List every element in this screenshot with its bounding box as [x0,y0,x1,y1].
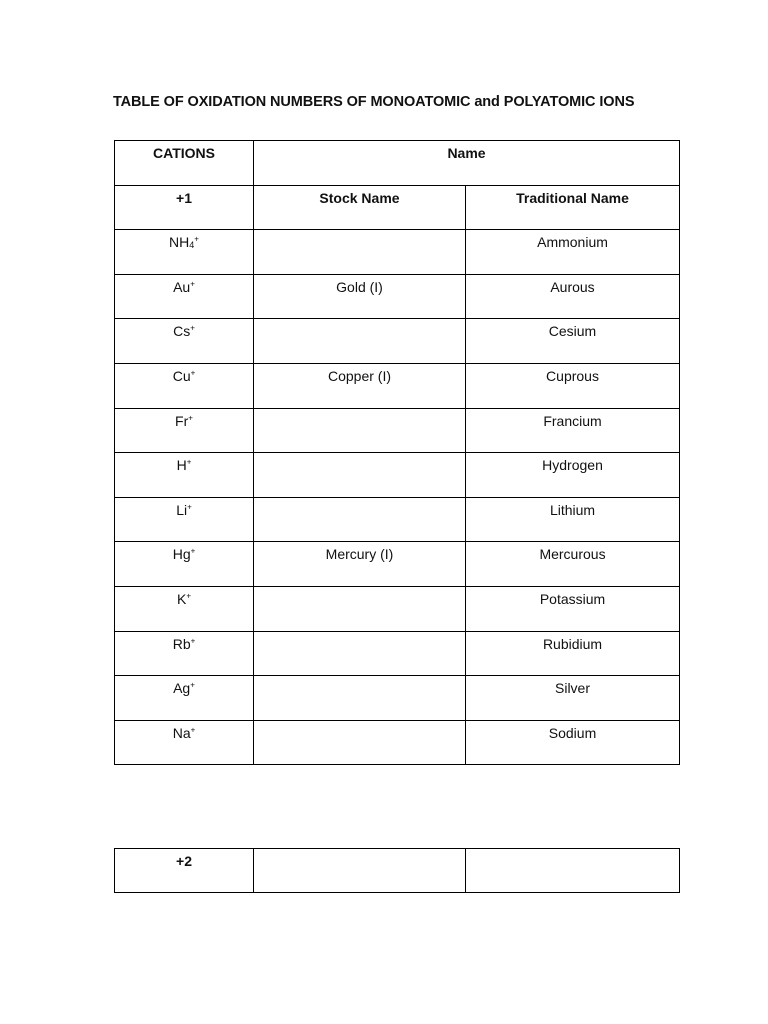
traditional-name-cell: Aurous [466,274,680,319]
cations-header: CATIONS [115,141,254,186]
stock-name-cell: Mercury (I) [254,542,466,587]
ion-formula-cell [115,319,254,364]
ion-charge: + [186,591,191,601]
traditional-name-cell: Lithium [466,497,680,542]
ion-charge: + [188,412,193,422]
ion-formula-cell [115,274,254,319]
ion-formula-cell [115,542,254,587]
ion-symbol: K [176,590,187,607]
ion-symbol: Li [176,501,188,518]
stock-name-cell [254,676,466,721]
header-row-plus2 [115,849,680,893]
ion-symbol: NH [169,234,190,251]
ion-symbol: Cu [172,367,191,384]
ion-charge: + [190,279,195,289]
stock-name-cell [254,453,466,498]
ion-charge: + [187,502,192,512]
table-row [115,230,680,275]
table-row [115,542,680,587]
ion-symbol: Rb [172,635,191,652]
ion-symbol: Au [173,278,191,295]
charge-plus2-header: +2 [115,849,254,893]
ion-formula-cell [115,676,254,721]
traditional-name-cell: Cuprous [466,363,680,408]
ion-charge: + [190,323,195,333]
table-row [115,586,680,631]
ion-formula-cell [115,230,254,275]
ion-formula-cell [115,586,254,631]
document-title: TABLE OF OXIDATION NUMBERS OF MONOATOMIC and POLYATOMIC IONS [113,94,635,110]
header-row-plus1 [115,185,680,230]
plus2-stock-name-cell [254,849,466,893]
plus2-traditional-name-cell [466,849,680,893]
ion-formula-cell [115,720,254,765]
table-row [115,408,680,453]
cations-plus2-table [114,848,680,893]
table-row [115,319,680,364]
traditional-name-cell: Silver [466,676,680,721]
ion-charge: + [190,368,196,378]
traditional-name-cell: Ammonium [466,230,680,275]
ion-charge: + [190,725,196,735]
table-row [115,453,680,498]
stock-name-cell [254,720,466,765]
stock-name-cell [254,408,466,453]
stock-name-header: Stock Name [254,185,466,230]
name-header: Name [254,141,680,186]
table-row [115,497,680,542]
header-row-cations [115,141,680,186]
ion-charge: + [190,680,195,690]
table-row [115,274,680,319]
stock-name-cell [254,230,466,275]
charge-plus1-header: +1 [115,185,254,230]
ion-charge: + [190,546,196,556]
ion-formula-cell [115,631,254,676]
stock-name-cell [254,319,466,364]
traditional-name-cell: Mercurous [466,542,680,587]
stock-name-cell [254,497,466,542]
stock-name-cell: Gold (I) [254,274,466,319]
traditional-name-cell: Hydrogen [466,453,680,498]
ion-symbol: H [176,457,187,474]
ion-subscript: 4 [189,240,195,251]
stock-name-cell [254,586,466,631]
ion-formula-cell [115,497,254,542]
table-row [115,676,680,721]
ion-charge: + [194,234,199,244]
ion-charge: + [186,457,192,467]
ion-formula-cell [115,453,254,498]
stock-name-cell: Copper (I) [254,363,466,408]
table-row [115,631,680,676]
ion-symbol: Ag [173,680,191,697]
traditional-name-cell: Rubidium [466,631,680,676]
table-row [115,720,680,765]
ion-formula-cell [115,363,254,408]
traditional-name-header: Traditional Name [466,185,680,230]
table-row [115,363,680,408]
ion-symbol: Hg [172,546,191,563]
ion-formula-cell [115,408,254,453]
stock-name-cell [254,631,466,676]
ion-charge: + [190,635,196,645]
ion-symbol: Na [172,724,191,741]
traditional-name-cell: Cesium [466,319,680,364]
traditional-name-cell: Potassium [466,586,680,631]
ion-symbol: Cs [173,323,191,340]
cations-plus1-table [114,140,680,765]
traditional-name-cell: Sodium [466,720,680,765]
ion-symbol: Fr [175,412,189,429]
traditional-name-cell: Francium [466,408,680,453]
